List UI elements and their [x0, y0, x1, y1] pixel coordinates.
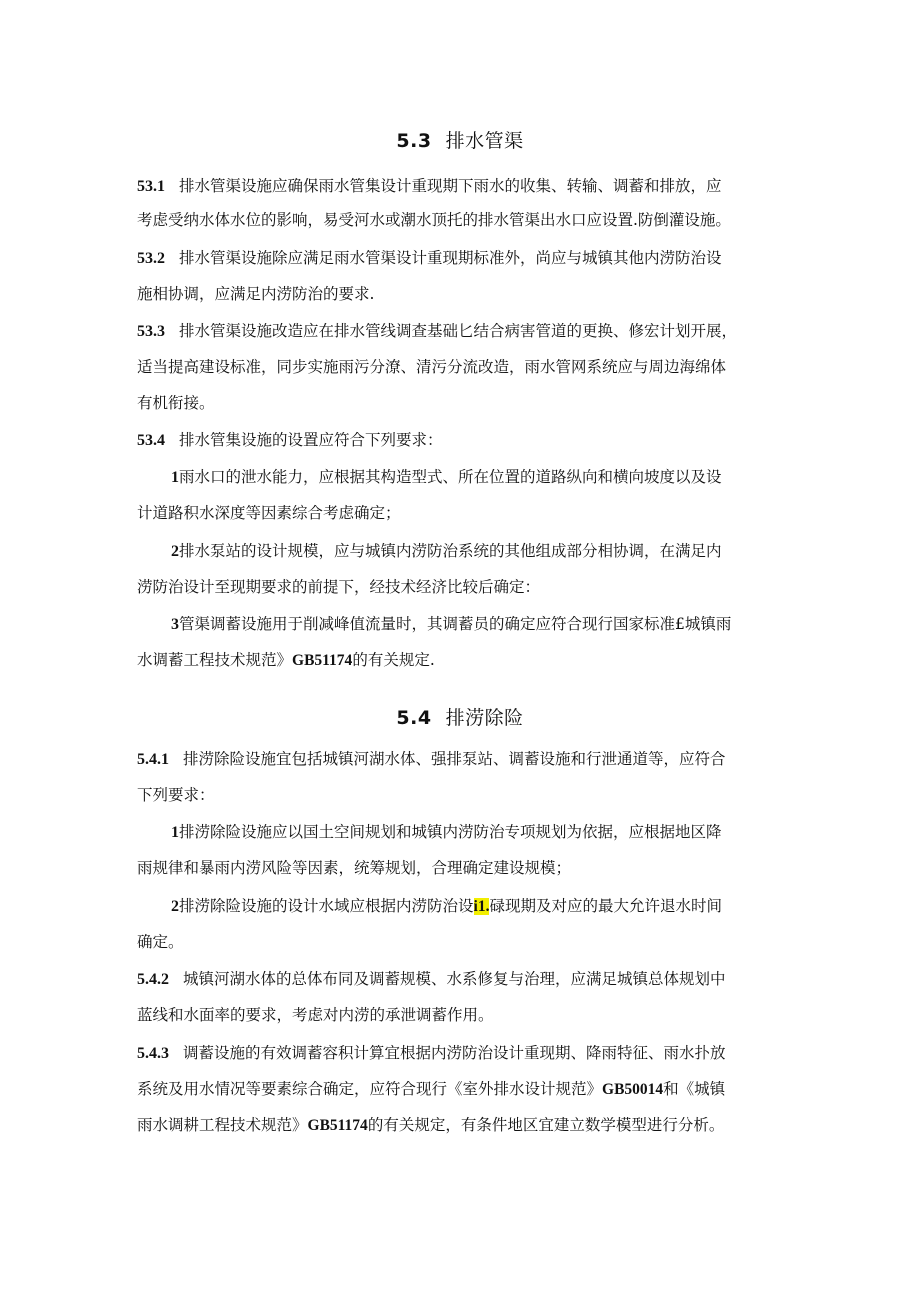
- clause-5-4-1-line-2: 下列要求：: [137, 786, 215, 804]
- section-number: 5.3: [396, 130, 432, 152]
- clause-number: 5.4.2: [137, 971, 169, 988]
- clause-53-1-line-2: 考虑受纳水体水位的影响，易受河水或潮水顶托的排水管渠出水口应设置.防倒灌设施。: [137, 211, 731, 229]
- item-53-4-1-line-2: 计道路积水深度等因素综合考虑确定；: [137, 504, 401, 522]
- item-text: 碌现期及对应的最大允许退水时间: [489, 897, 722, 915]
- clause-text: 排水管渠设施除应满足雨水管渠设计重现期标准外，尚应与城镇其他内涝防治设: [179, 249, 722, 267]
- item-5-4-1-1-line-2: 雨规律和暴雨内涝风险等因素，统筹规划，合理确定建设规模；: [137, 859, 572, 877]
- clause-number: 5.4.3: [137, 1045, 169, 1062]
- item-53-4-3-line-2: [137, 649, 435, 672]
- clause-5-4-2-line-1: [137, 968, 726, 991]
- clause-5-4-1-line-1: [137, 748, 726, 771]
- section-heading-5-3: [0, 126, 920, 153]
- item-number: 2: [171, 543, 179, 560]
- item-number: 1: [171, 469, 179, 486]
- clause-number: 53.2: [137, 250, 165, 267]
- clause-text: 调蓄设施的有效调蓄容积计算宜根据内涝防治设计重现期、降雨特征、雨水扑放: [183, 1044, 726, 1062]
- clause-53-3-line-1: [137, 320, 737, 343]
- clause-53-3-line-2: 适当提高建设标准，同步实施雨污分潦、清污分流改造，雨水管网系统应与周边海绵体: [137, 358, 727, 376]
- section-title: 排水管渠: [445, 130, 524, 152]
- clause-5-4-3-line-3: [137, 1114, 724, 1137]
- section-title: 排涝除险: [445, 707, 524, 729]
- clause-text: 排水管集设施的设置应符合下列要求：: [179, 431, 443, 449]
- item-53-4-2-line-1: [171, 540, 722, 563]
- clause-text: 城镇河湖水体的总体布同及调蓄规模、水系修复与治理，应满足城镇总体规划中: [183, 970, 726, 988]
- item-text: 排涝除险设施应以国土空间规划和城镇内涝防治专项规划为依据，应根据地区降: [179, 823, 722, 841]
- clause-text: 排水管渠设施应确保雨水管集设计重现期下雨水的收集、转输、调蓄和排放，应: [179, 177, 722, 195]
- standard-code: GB51174: [292, 652, 353, 669]
- item-text: 雨水口的泄水能力，应根据其构造型式、所在位置的道路纵向和横向坡度以及设: [179, 468, 722, 486]
- item-number: 1: [171, 824, 179, 841]
- clause-text: 雨水调耕工程技术规范》: [137, 1116, 308, 1134]
- clause-5-4-2-line-2: 蓝线和水面率的要求，考虑对内涝的承泄调蓄作用。: [137, 1006, 494, 1024]
- clause-53-2-line-1: [137, 247, 722, 270]
- item-number: 2: [171, 898, 179, 915]
- item-53-4-3-line-1: [171, 613, 731, 636]
- clause-5-4-3-line-1: [137, 1042, 726, 1065]
- clause-text: 系统及用水情况等要素综合确定，应符合现行《室外排水设计规范》: [137, 1080, 603, 1098]
- highlighted-text: i1.: [473, 898, 490, 915]
- item-text: 的有关规定.: [352, 651, 435, 669]
- clause-number: 53.3: [137, 323, 165, 340]
- item-53-4-1-line-1: [171, 466, 722, 489]
- clause-text: 排涝除险设施宜包括城镇河湖水体、强排泵站、调蓄设施和行泄通道等，应符合: [183, 750, 726, 768]
- item-5-4-1-2-line-2: 确定。: [137, 933, 184, 951]
- standard-code: GB51174: [307, 1117, 368, 1134]
- item-5-4-1-2-line-1: [171, 895, 722, 918]
- clause-number: 5.4.1: [137, 751, 169, 768]
- clause-53-4-line-1: [137, 429, 443, 452]
- item-text: 管渠调蓄设施用于削减峰值流量时，其调蓄员的确定应符合现行国家标准£城镇雨: [179, 615, 732, 633]
- section-number: 5.4: [396, 707, 432, 729]
- clause-53-2-line-2: 施相协调，应满足内涝防治的要求.: [137, 285, 375, 303]
- item-5-4-1-1-line-1: [171, 821, 722, 844]
- item-text: 排水泵站的设计规模，应与城镇内涝防治系统的其他组成部分相协调，在满足内: [179, 542, 722, 560]
- clause-53-1-line-1: [137, 175, 722, 198]
- clause-text: 的有关规定，有条件地区宜建立数学模型进行分析。: [367, 1116, 725, 1134]
- item-number: 3: [171, 616, 179, 633]
- item-text: 排涝除险设施的设计水域应根据内涝防治设: [179, 897, 474, 915]
- item-text: 水调蓄工程技术规范》: [137, 651, 293, 669]
- clause-number: 53.4: [137, 432, 165, 449]
- standard-code: GB50014: [602, 1081, 664, 1098]
- clause-number: 53.1: [137, 178, 165, 195]
- item-53-4-2-line-2: 涝防治设计至现期要求的前提下，经技术经济比较后确定：: [137, 578, 541, 596]
- clause-5-4-3-line-2: [137, 1078, 725, 1101]
- clause-53-3-line-3: 有机衔接。: [137, 394, 215, 412]
- clause-text: 和《城镇: [663, 1080, 726, 1098]
- clause-text: 排水管渠设施改造应在排水管线调查基础匕结合病害管道的更换、修宏计划开展，: [179, 322, 738, 340]
- section-heading-5-4: [0, 703, 920, 730]
